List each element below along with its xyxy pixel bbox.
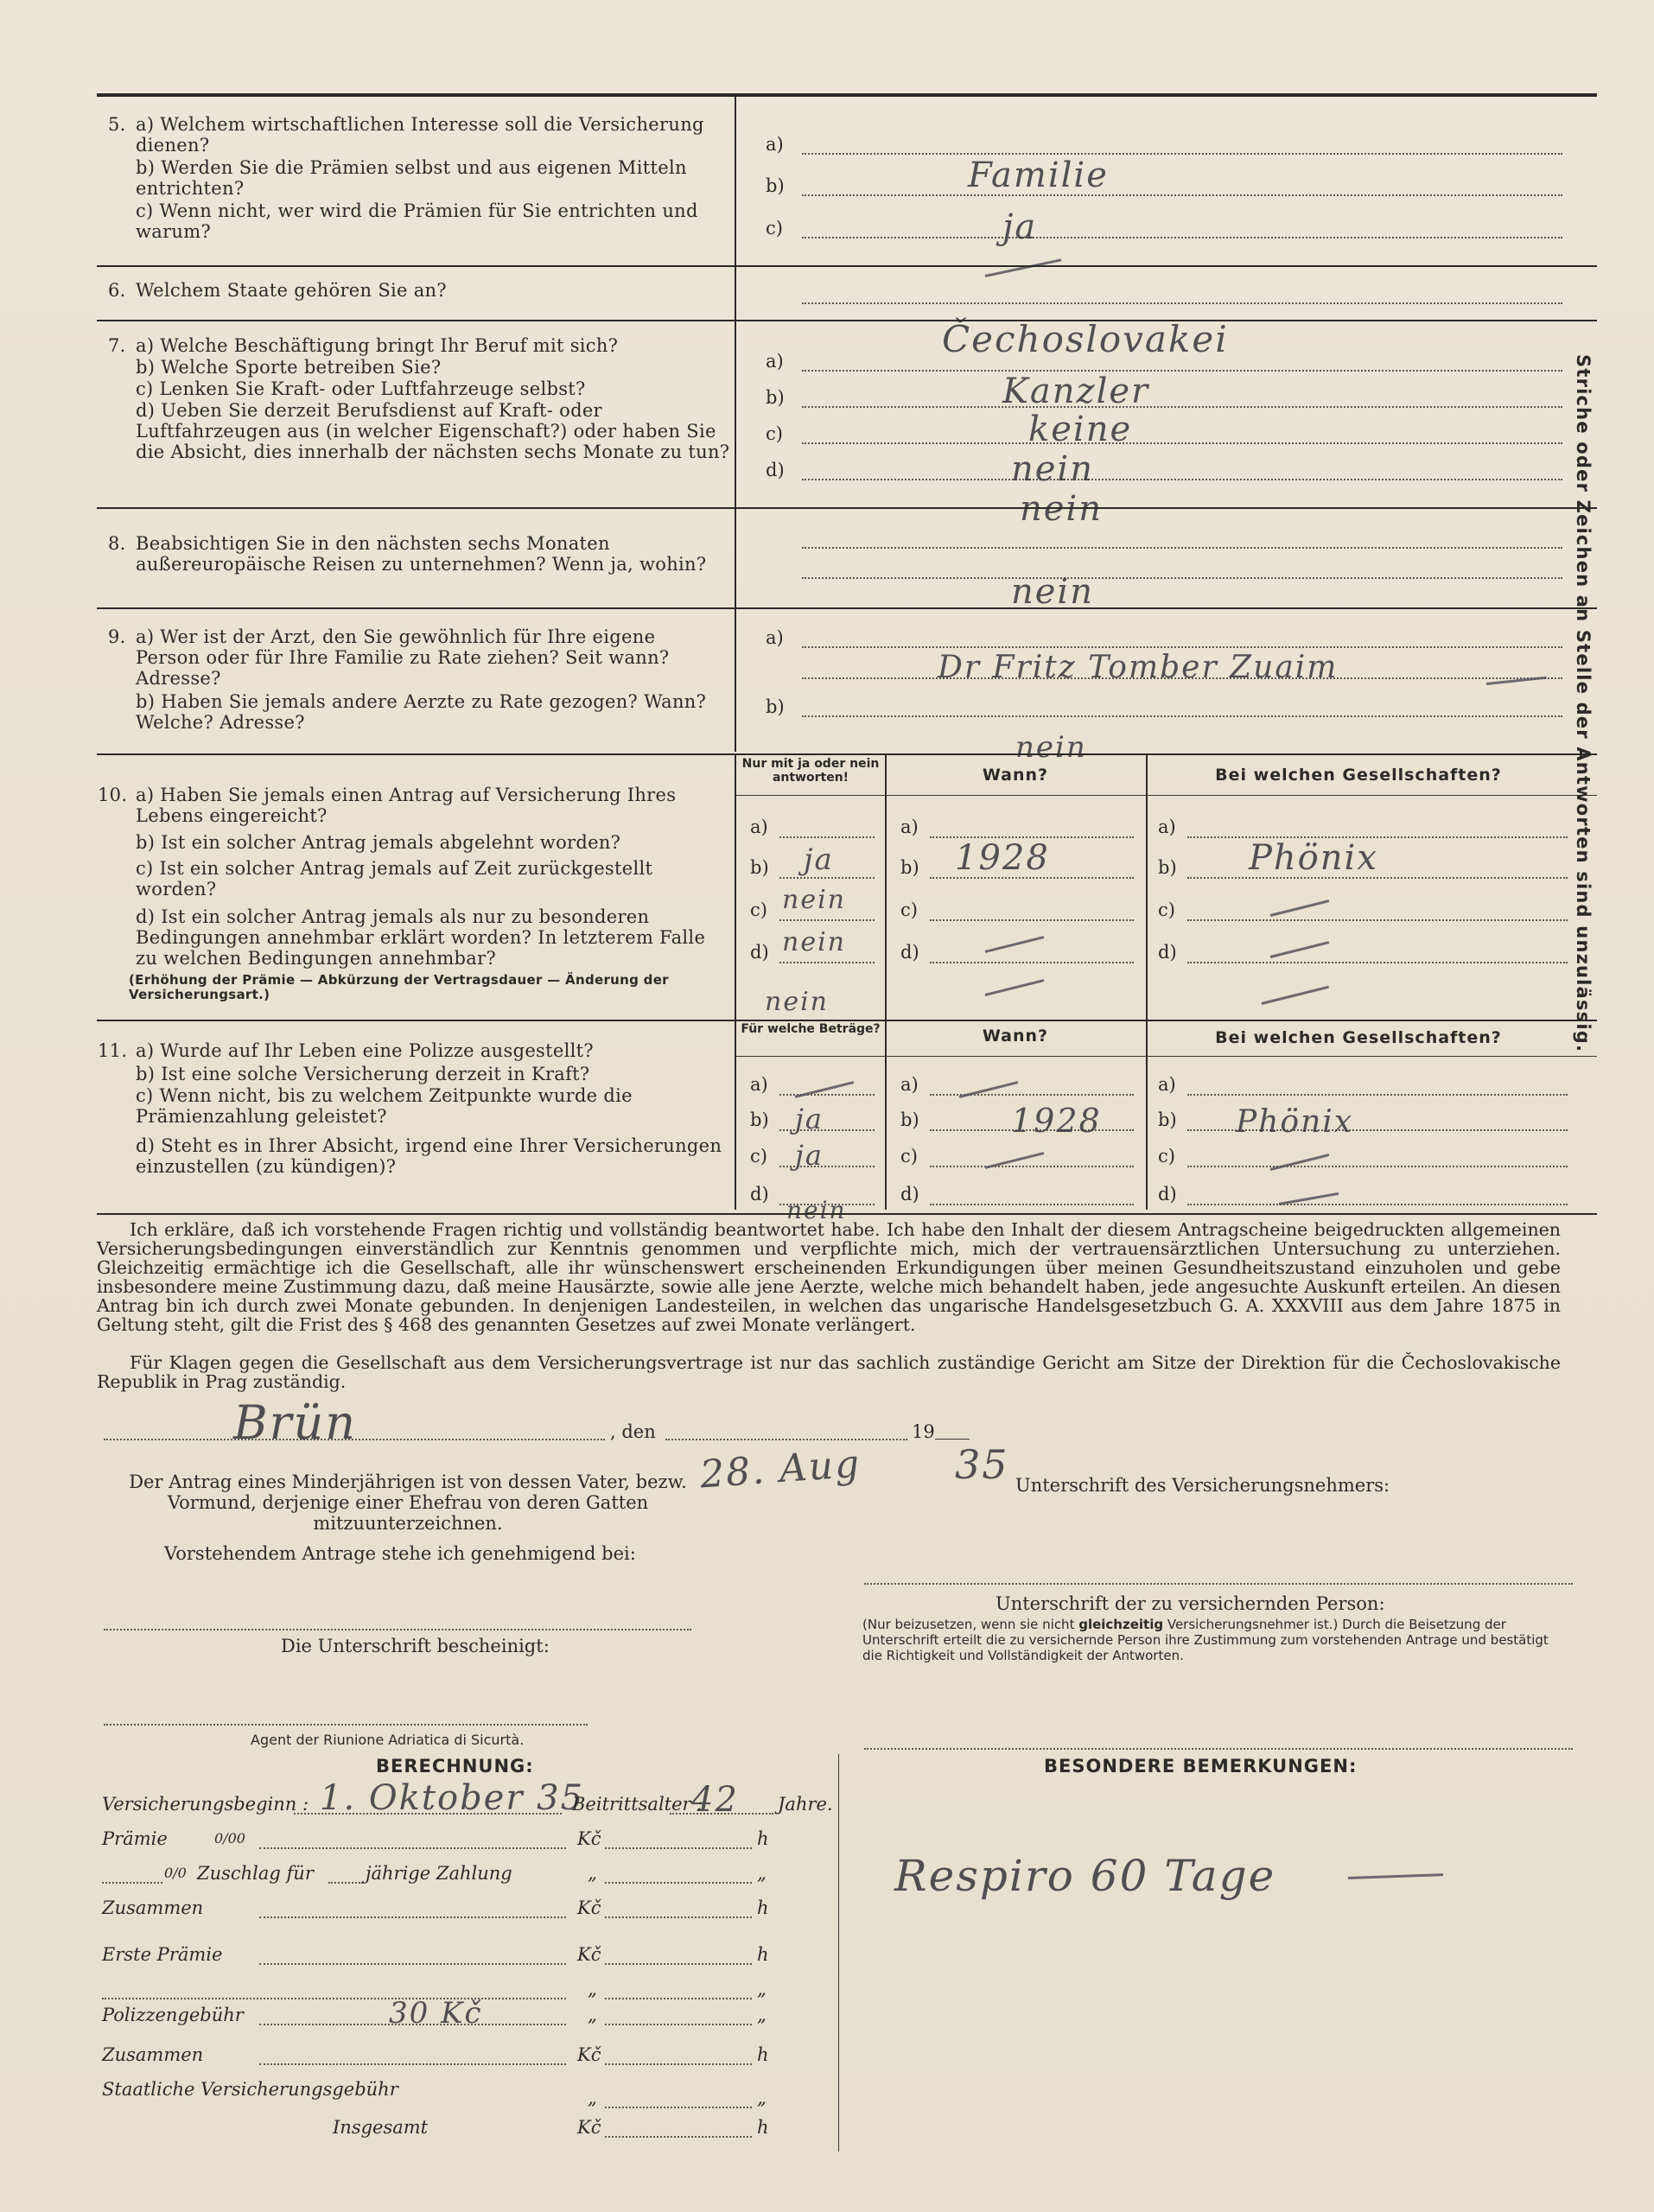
column-divider [735, 95, 736, 752]
q10-c3-label-a: a) [1158, 817, 1176, 837]
q10-c2-label-d: d) [900, 942, 919, 963]
q10-b: b) Ist ein solcher Antrag jemals abgelehnt worden? [136, 832, 621, 853]
q11-c: c) Wenn nicht, bis zu welchem Zeitpunkte wurde die Prämienzahlung geleistet? [136, 1085, 633, 1127]
calc-zuschlag-quote-2: „ [757, 1863, 767, 1884]
calc-blank-line[interactable] [102, 1998, 566, 1999]
approve-label: Vorstehendem Antrage stehe ich genehmigend bei: [164, 1543, 636, 1564]
q11-col-divider-2 [885, 1020, 887, 1210]
q10-col2-header: Wann? [982, 766, 1049, 785]
q10-c2-label-b: b) [900, 857, 919, 878]
note-rest: Versicherungsnehmer ist.) Durch die Beisetzung der Unterschrift erteilt die zu versichernde Person ihre Zustimmung zum vorstehenden Antrage und bestätigt die Richtigkeit und Vollständigkeit der Antworten. [862, 1617, 1549, 1663]
calc-years-label: Jahre. [778, 1794, 833, 1815]
date-line[interactable] [665, 1439, 907, 1440]
q11-c2-label-a: a) [900, 1074, 919, 1095]
q11-c1-label-c: c) [750, 1146, 767, 1166]
q5-answer-line-a[interactable] [802, 153, 1562, 155]
q11-answer-c: ja [795, 1139, 824, 1172]
q10-note: (Erhöhung der Prämie — Abkürzung der Vertragsdauer — Änderung der Versicherungsart.) [129, 972, 669, 1002]
rule-q5 [97, 265, 1597, 267]
calc-polizze-kc-line[interactable] [605, 2024, 752, 2025]
calc-zusammen-kc-line[interactable] [605, 1916, 752, 1918]
q7-answer-line-d[interactable] [802, 479, 1562, 480]
signature-holder-line[interactable] [864, 1583, 1573, 1585]
calc-jaehrige-label: jährige Zahlung [366, 1863, 512, 1884]
year-prefix: 19 [912, 1421, 935, 1442]
q5-answer-line-b[interactable] [802, 194, 1562, 196]
remarks-top-line[interactable] [864, 1748, 1573, 1750]
calc-start-label: Versicherungsbeginn : [102, 1794, 309, 1815]
q11-answer-b: ja [795, 1103, 824, 1135]
q7-a: a) Welche Beschäftigung bringt Ihr Beruf mit sich? [136, 335, 619, 356]
q11-col1-header: Für welche Beträge? [741, 1022, 881, 1036]
calc-praemie-h: h [757, 1828, 769, 1849]
note-bold: gleichzeitig [1078, 1617, 1164, 1632]
q10-col-divider-2 [885, 753, 887, 1021]
q10-c2-label-c: c) [900, 899, 918, 920]
question-10 [98, 785, 728, 1002]
year-line [935, 1439, 970, 1440]
q11-c1-label-b: b) [750, 1109, 769, 1130]
q11-number: 11. [98, 1040, 128, 1061]
q10-c3-label-c: c) [1158, 899, 1175, 920]
q10-answer-c: nein [782, 885, 846, 915]
q11-c1-label-a: a) [750, 1074, 768, 1095]
q11-c3-line-d[interactable] [1187, 1204, 1568, 1205]
remarks-dash [1348, 1873, 1443, 1879]
q10-c1-label-b: b) [750, 857, 769, 878]
q11-a: a) Wurde auf Ihr Leben eine Polizze ausgestellt? [136, 1040, 594, 1061]
q11-c1-line-c[interactable] [779, 1166, 875, 1167]
calc-zusammen2-h: h [757, 2044, 769, 2065]
q11-header-rule [735, 1056, 1597, 1057]
q5-label-b: b) [766, 175, 785, 196]
q10-c1-line-c[interactable] [779, 919, 875, 921]
q5-label-c: c) [766, 218, 783, 238]
q9-answer-line-a[interactable] [802, 646, 1562, 648]
q7-answer-a: Kanzler [1002, 372, 1150, 411]
note-prefix: (Nur beizusetzen, wenn sie nicht [862, 1617, 1079, 1632]
calc-zuschlag-kc-line[interactable] [605, 1882, 752, 1884]
calc-pct-line[interactable] [102, 1882, 162, 1884]
q8-text: Beabsichtigen Sie in den nächsten sechs Monaten außereuropäische Reisen zu unternehmen? Wenn ja, wohin? [136, 533, 707, 575]
q11-c3-line-a[interactable] [1187, 1094, 1568, 1096]
q7-answer-line-b[interactable] [802, 406, 1562, 408]
q11-d: d) Steht es in Ihrer Absicht, irgend eine Ihrer Versicherungen einzustellen (zu kündigen)? [136, 1135, 722, 1177]
q10-when-b: 1928 [955, 838, 1050, 878]
q11-b: b) Ist eine solche Versicherung derzeit in Kraft? [136, 1064, 590, 1084]
q7-answer-line-c[interactable] [802, 442, 1562, 444]
q7-b: b) Welche Sporte betreiben Sie? [136, 357, 442, 378]
q10-number: 10. [98, 785, 128, 805]
q9-answer-b: nein [1015, 730, 1087, 765]
q11-c1-label-d: d) [750, 1184, 769, 1205]
calc-praemie-kc: Kč [577, 1828, 601, 1849]
q10-company-dash-3 [1262, 986, 1329, 1005]
q11-company-dash-c [1270, 1154, 1330, 1171]
q10-d: d) Ist ein solcher Antrag jemals als nur zu besonderen Bedingungen annehmbar erklärt worden? In letzterem Falle zu welchen Bedingungen annehmbar? [136, 906, 706, 969]
q10-col1-header: Nur mit ja oder nein antworten! [741, 757, 880, 785]
calc-divider [838, 1754, 839, 2152]
calc-age-label: Beitrittsalter : [572, 1794, 703, 1815]
q10-answer-e: nein [765, 987, 829, 1017]
q6-answer: Čechoslovakei [942, 318, 1229, 360]
q10-c2-line-d[interactable] [930, 962, 1134, 963]
q10-c1-line-a[interactable] [779, 836, 875, 838]
q7-label-a: a) [766, 351, 784, 372]
calc-insgesamt-label: Insgesamt [333, 2117, 429, 2138]
q7-label-c: c) [766, 423, 783, 444]
remarks-text: Respiro 60 Tage [894, 1851, 1276, 1901]
q7-answer-c: nein [1011, 449, 1094, 489]
calc-permille: 0/00 [214, 1830, 245, 1847]
date-value: 28. Aug [698, 1441, 862, 1497]
signature-holder-label: Unterschrift des Versicherungsnehmers: [1015, 1475, 1390, 1496]
q10-col-divider-1 [735, 753, 736, 1021]
calc-age-value: 42 [691, 1780, 739, 1820]
q11-c2-label-d: d) [900, 1184, 919, 1205]
calc-praemie-label: Prämie [102, 1828, 168, 1849]
question-6 [108, 280, 722, 301]
calc-staat-quote-2: „ [757, 2088, 767, 2108]
q11-c1-line-b[interactable] [779, 1129, 875, 1131]
declaration-paragraph-1: Ich erkläre, daß ich vorstehende Fragen richtig und vollständig beantwortet habe. Ich habe den Inhalt der diesem Antragscheine beigedruckten allgemeinen Versicherungsbedingungen einverständlich zur Kenntnis genommen und verpflichte mich, mich der vertrauensärztlichen Untersuchung zu unterziehen. Gleichzeitig ermächtige ich die Gesellschaft, alle ihr wünschenswert erscheinenden Erkundigungen über meinen Gesundheitszustand einzuholen und gebe insbesondere meine Zustimmung dazu, daß meine Hausärzte, sowie alle jene Aerzte, welche mich behandelt haben, jede angesuchte Auskunft erteilen. An diesen Antrag bin ich durch zwei Monate gebunden. In denjenigen Landesteilen, in welchen das ungarische Handelsgesetzbuch G. A. XXXVIII aus dem Jahre 1875 in Geltung steht, gilt die Frist des § 468 des genannten Gesetzes auf zwei Monate verlängert. [97, 1219, 1561, 1335]
q7-answer-b: keine [1028, 410, 1133, 449]
q8-answer-line-2[interactable] [802, 577, 1562, 579]
calc-praemie-line[interactable] [259, 1847, 566, 1849]
q10-c2-line-c[interactable] [930, 919, 1134, 921]
q7-label-b: b) [766, 387, 785, 408]
calc-zuschlag-label: Zuschlag für [197, 1863, 314, 1884]
calc-staat-quote-1: „ [588, 2088, 597, 2108]
calc-zusammen2-line[interactable] [259, 2063, 566, 2065]
place-value: Brün [233, 1395, 358, 1450]
q10-company-b: Phönix [1249, 838, 1378, 878]
q7-d: d) Ueben Sie derzeit Berufsdienst auf Kraft- oder Luftfahrzeugen aus (in welcher Eigenschaft?) oder haben Sie die Absicht, dies innerhalb der nächsten sechs Monate zu tun? [136, 400, 730, 462]
q11-col-divider-1 [735, 1020, 736, 1210]
calc-zuschlag-quote-1: „ [588, 1863, 597, 1884]
q10-col3-header: Bei welchen Gesellschaften? [1215, 766, 1502, 785]
calc-blank-quote-1: „ [588, 1979, 597, 1999]
q10-col-divider-3 [1146, 753, 1148, 1021]
calc-pct: 0/0 [164, 1865, 187, 1881]
q10-company-dash-2 [1270, 941, 1330, 958]
q5-number: 5. [108, 114, 126, 135]
q10-c: c) Ist ein solcher Antrag jemals auf Zeit zurückgestellt worden? [136, 858, 653, 899]
calc-insgesamt-kc-line[interactable] [605, 2136, 752, 2138]
agent-line[interactable] [104, 1724, 588, 1726]
q10-c1-line-b[interactable] [779, 877, 875, 879]
calc-staat-kc-line[interactable] [605, 2107, 752, 2108]
q10-when-dash-1 [985, 936, 1045, 953]
rule-q6 [97, 320, 1597, 321]
q7-label-d: d) [766, 460, 785, 480]
agent-label: Agent der Riunione Adriatica di Sicurtà. [251, 1732, 525, 1748]
signature-person-note [862, 1617, 1564, 1663]
q5-a: a) Welchem wirtschaftlichen Interesse soll die Versicherung dienen? [136, 114, 704, 156]
q11-col-divider-3 [1146, 1020, 1148, 1210]
q10-a: a) Haben Sie jemals einen Antrag auf Versicherung Ihres Lebens eingereicht? [136, 785, 677, 826]
q6-number: 6. [108, 280, 126, 301]
q9-label-a: a) [766, 627, 784, 648]
q10-answer-d: nein [782, 927, 846, 957]
q5-b: b) Werden Sie die Prämien selbst und aus eigenen Mitteln entrichten? [136, 157, 687, 199]
q11-company-b: Phönix [1236, 1104, 1354, 1140]
q5-answer-a: Familie [968, 156, 1109, 195]
calc-polizze-quote-1: „ [588, 2005, 597, 2025]
calc-praemie-kc-line[interactable] [605, 1847, 752, 1849]
q5-answer-line-c[interactable] [802, 237, 1562, 238]
minor-note: Der Antrag eines Minderjährigen ist von dessen Vater, bezw. Vormund, derjenige einer Ehefrau von deren Gatten mitzuunterzeichnen. [129, 1471, 687, 1534]
question-11 [98, 1040, 728, 1177]
q11-c3-label-b: b) [1158, 1109, 1177, 1130]
q10-c3-line-c[interactable] [1187, 919, 1568, 921]
calc-zuschlag-line[interactable] [328, 1882, 363, 1884]
calc-erste-kc-line[interactable] [605, 1963, 752, 1965]
declaration-paragraph-2: Für Klagen gegen die Gesellschaft aus dem Versicherungsvertrage ist nur das sachlich zuständige Gericht am Sitze der Direktion für die Čechoslovakische Republik in Prag zuständig. [97, 1352, 1561, 1392]
q11-when-b: 1928 [1011, 1102, 1102, 1140]
calc-insgesamt-h: h [757, 2117, 769, 2138]
q5-label-a: a) [766, 134, 784, 155]
q10-c2-label-a: a) [900, 817, 919, 837]
q10-c1-label-a: a) [750, 817, 768, 837]
q6-text: Welchem Staate gehören Sie an? [136, 280, 447, 301]
calc-zusammen2-label: Zusammen [102, 2044, 204, 2065]
calc-zusammen2-kc-line[interactable] [605, 2063, 752, 2065]
q9-number: 9. [108, 626, 126, 647]
calc-blank-quote-2: „ [757, 1979, 767, 1999]
calc-erste-h: h [757, 1944, 769, 1965]
q10-c3-line-d[interactable] [1187, 962, 1568, 963]
q7-answer-line-a[interactable] [802, 370, 1562, 372]
q5-answer-c-dash [985, 258, 1062, 277]
q11-c2-line-d[interactable] [930, 1204, 1134, 1205]
signature-person-label: Unterschrift der zu versichernden Person: [996, 1593, 1385, 1614]
calc-erste-line[interactable] [259, 1963, 566, 1965]
q10-company-dash-1 [1270, 899, 1330, 917]
q11-c3-label-a: a) [1158, 1074, 1176, 1095]
q10-c1-label-d: d) [750, 942, 769, 963]
q9-answer-line-b[interactable] [802, 715, 1562, 717]
q11-c3-label-d: d) [1158, 1184, 1177, 1205]
calc-blank-kc-line[interactable] [605, 1998, 752, 1999]
q10-c3-label-b: b) [1158, 857, 1177, 878]
q10-c3-label-d: d) [1158, 942, 1177, 963]
q8-answer: nein [1011, 572, 1094, 612]
top-rule [97, 93, 1597, 97]
calc-staat-label: Staatliche Versicherungsgebühr [102, 2079, 398, 2100]
calc-zusammen-h: h [757, 1897, 769, 1918]
q11-c2-label-b: b) [900, 1109, 919, 1130]
q11-c1-line-a[interactable] [779, 1094, 875, 1096]
calc-polizze-quote-2: „ [757, 2005, 767, 2025]
q10-c1-label-c: c) [750, 899, 767, 920]
calc-zusammen-line[interactable] [259, 1916, 566, 1918]
q8-number: 8. [108, 533, 126, 554]
calc-zusammen-label: Zusammen [102, 1897, 204, 1918]
side-note: Striche oder Zeichen an Stelle der Antworten sind unzulässig. [1573, 354, 1594, 1053]
calc-zusammen2-kc: Kč [577, 2044, 601, 2065]
q8-answer-line-1[interactable] [802, 547, 1562, 549]
q11-col2-header: Wann? [982, 1027, 1049, 1046]
question-8 [108, 533, 722, 575]
q9-b: b) Haben Sie jemals andere Aerzte zu Rate gezogen? Wann? Welche? Adresse? [136, 691, 707, 733]
calc-insgesamt-kc: Kč [577, 2117, 601, 2138]
approver-line[interactable] [104, 1629, 691, 1630]
q11-answer-d: nein [786, 1196, 847, 1224]
rule-q10 [97, 1020, 1597, 1021]
q10-header-rule [735, 795, 1597, 796]
calc-polizze-label: Polizzengebühr [102, 2005, 244, 2025]
rule-q8 [97, 607, 1597, 609]
question-7 [108, 335, 730, 462]
q11-c3-label-c: c) [1158, 1146, 1175, 1166]
q10-when-dash-2 [985, 979, 1045, 996]
question-9 [108, 626, 722, 733]
q10-c1-line-d[interactable] [779, 962, 875, 963]
q7-c: c) Lenken Sie Kraft- oder Luftfahrzeuge selbst? [136, 378, 586, 399]
den-label: , den [610, 1421, 656, 1442]
q6-answer-line[interactable] [802, 302, 1562, 304]
q11-col3-header: Bei welchen Gesellschaften? [1215, 1028, 1502, 1047]
rule-q7 [97, 507, 1597, 509]
q7-number: 7. [108, 335, 126, 356]
q9-a: a) Wer ist der Arzt, den Sie gewöhnlich für Ihre eigene Person oder für Ihre Familie zu Rate ziehen? Seit wann? Adresse? [136, 626, 670, 689]
calc-start-value: 1. Oktober 35 [320, 1778, 585, 1818]
rule-q11 [97, 1213, 1597, 1215]
remarks-title: BESONDERE BEMERKUNGEN: [1044, 1756, 1358, 1777]
calc-polizze-value: 30 Kč [389, 1996, 483, 2031]
q9-label-b: b) [766, 696, 785, 717]
calc-title: BERECHNUNG: [376, 1756, 534, 1777]
calc-erste-label: Erste Prämie [102, 1944, 223, 1965]
q11-c2-line-c[interactable] [930, 1166, 1134, 1167]
rule-q9 [97, 753, 1597, 755]
q10-answer-b: ja [804, 842, 834, 877]
calc-erste-kc: Kč [577, 1944, 601, 1965]
q11-c2-label-c: c) [900, 1146, 918, 1166]
q7-answer-d: nein [1020, 489, 1103, 529]
q11-c3-line-c[interactable] [1187, 1166, 1568, 1167]
q5-c: c) Wenn nicht, wer wird die Prämien für Sie entrichten und warum? [136, 200, 698, 242]
q9-answer-a: Dr Fritz Tomber Zuaim [938, 650, 1339, 685]
calc-zusammen-kc: Kč [577, 1897, 601, 1918]
q5-answer-b: ja [1002, 207, 1038, 247]
year-value: 35 [955, 1441, 1009, 1488]
question-5 [108, 114, 722, 242]
certified-label: Die Unterschrift bescheinigt: [281, 1636, 550, 1656]
